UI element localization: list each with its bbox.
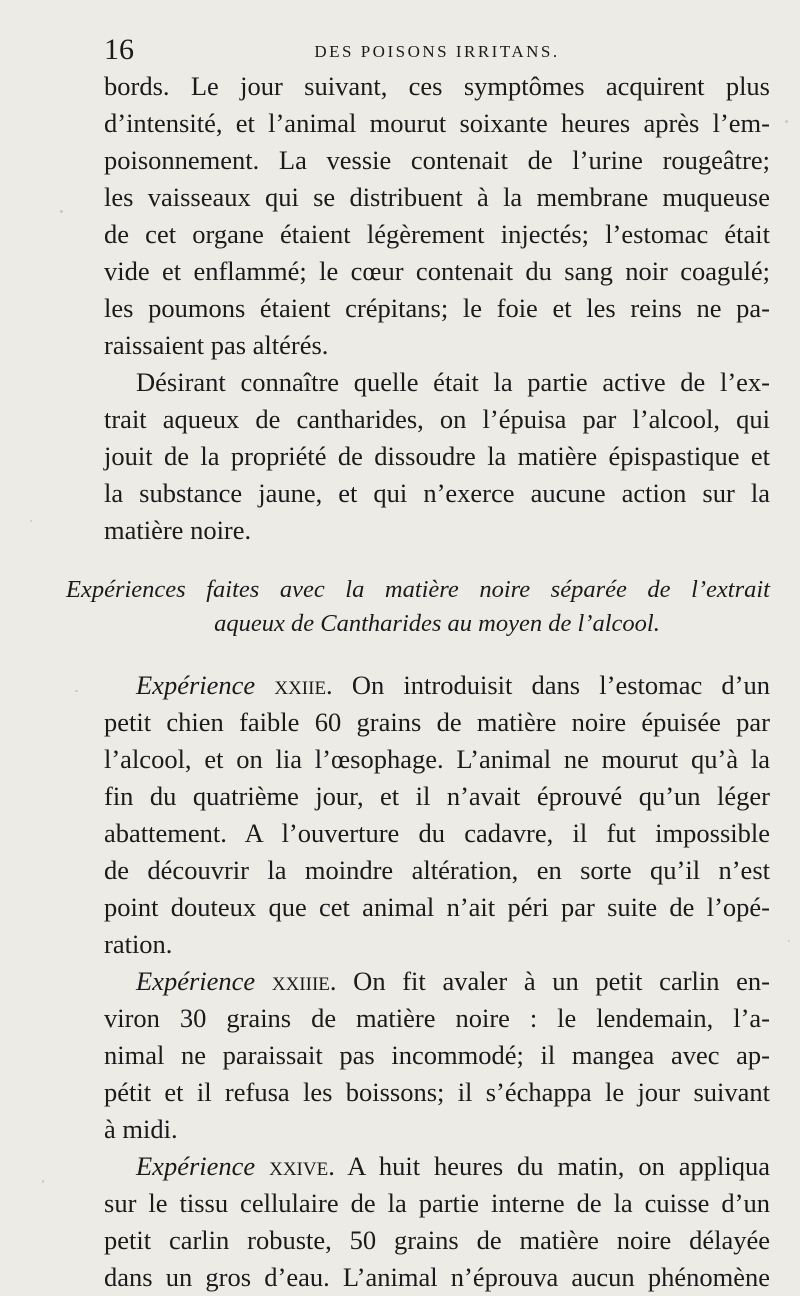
text-line: trait aqueux de cantharides, on l’épuisa par l’alcool, qui bbox=[104, 404, 770, 434]
text-line: viron 30 grains de matière noire : le lendemain, l’a- bbox=[104, 1003, 770, 1033]
text-line: jouit de la propriété de dissoudre la matière épispastique et bbox=[104, 441, 770, 471]
section-heading-line: Expériences faites avec la matière noire séparée de l’extrait bbox=[66, 576, 770, 603]
text-line: bords. Le jour suivant, ces symptômes acquirent plus bbox=[104, 71, 770, 101]
text-line: d’intensité, et l’animal mourut soixante heures après l’em- bbox=[104, 108, 770, 138]
experiment-23 bbox=[104, 963, 770, 1148]
experiment-number: xxiiie. bbox=[271, 966, 337, 996]
paper-speck bbox=[788, 940, 790, 942]
paper-speck bbox=[30, 520, 32, 522]
paper-speck bbox=[75, 690, 78, 692]
text-fragment: On introduisit dans l’estomac d’un bbox=[332, 670, 771, 700]
paragraph bbox=[104, 68, 770, 364]
text-line: les poumons étaient crépitans; le foie et les reins ne pa- bbox=[104, 293, 770, 323]
text-line: l’alcool, et on lia l’œsophage. L’animal ne mourut qu’à la bbox=[104, 744, 770, 774]
text-line: les vaisseaux qui se distribuent à la membrane muqueuse bbox=[104, 182, 770, 212]
page-header bbox=[104, 34, 770, 66]
text-line: sur le tissu cellulaire de la partie interne de la cuisse d’un bbox=[104, 1188, 770, 1218]
text-line: de découvrir la moindre altération, en sorte qu’il n’est bbox=[104, 855, 770, 885]
text-line bbox=[104, 963, 770, 1000]
text-line: Désirant connaître quelle était la partie active de l’ex- bbox=[136, 367, 770, 397]
experiment-label: Expérience bbox=[136, 966, 256, 996]
page-number: 16 bbox=[104, 33, 134, 66]
experiment-22 bbox=[104, 667, 770, 963]
experiment-number: xxiie. bbox=[274, 670, 333, 700]
text-line: à midi. bbox=[104, 1114, 178, 1144]
text-line: petit carlin robuste, 50 grains de matière noire délayée bbox=[104, 1225, 770, 1255]
text-fragment: A huit heures du matin, on appliqua bbox=[334, 1151, 770, 1181]
text-line: petit chien faible 60 grains de matière noire épuisée par bbox=[104, 707, 770, 737]
experiment-24 bbox=[104, 1148, 770, 1296]
text-line: de cet organe étaient légèrement injectés; l’estomac était bbox=[104, 219, 770, 249]
text-line: vide et enflammé; le cœur contenait du sang noir coagulé; bbox=[104, 256, 770, 286]
paper-speck bbox=[60, 210, 63, 213]
section-heading-line: aqueux de Cantharides au moyen de l’alcool. bbox=[214, 610, 660, 637]
paper-speck bbox=[42, 1180, 44, 1183]
text-line: nimal ne paraissait pas incommodé; il mangea avec ap- bbox=[104, 1040, 770, 1070]
text-line: pétit et il refusa les boissons; il s’échappa le jour suivant bbox=[104, 1077, 770, 1107]
experiment-number: xxive. bbox=[269, 1151, 335, 1181]
text-line: point douteux que cet animal n’ait péri par suite de l’opé- bbox=[104, 892, 770, 922]
text-line: abattement. A l’ouverture du cadavre, il fut impossible bbox=[104, 818, 770, 848]
paragraph bbox=[104, 364, 770, 549]
text-line: matière noire. bbox=[104, 515, 252, 545]
text-line bbox=[104, 667, 770, 704]
text-line: dans un gros d’eau. L’animal n’éprouva aucun phénomène bbox=[104, 1262, 770, 1292]
paper-speck bbox=[785, 120, 788, 123]
text-line: ration. bbox=[104, 929, 173, 959]
experiment-label: Expérience bbox=[136, 670, 256, 700]
text-line: la substance jaune, et qui n’exerce aucune action sur la bbox=[104, 478, 770, 508]
text-line bbox=[104, 1148, 770, 1185]
running-head: DES POISONS IRRITANS. bbox=[314, 42, 560, 61]
section-heading bbox=[66, 573, 770, 641]
text-line: poisonnement. La vessie contenait de l’urine rougeâtre; bbox=[104, 145, 770, 175]
text-line: raissaient pas altérés. bbox=[104, 330, 329, 360]
experiment-label: Expérience bbox=[136, 1151, 256, 1181]
text-fragment: On fit avaler à un petit carlin en- bbox=[336, 966, 771, 996]
page-body bbox=[66, 68, 771, 1296]
text-line: fin du quatrième jour, et il n’avait éprouvé qu’un léger bbox=[104, 781, 770, 811]
